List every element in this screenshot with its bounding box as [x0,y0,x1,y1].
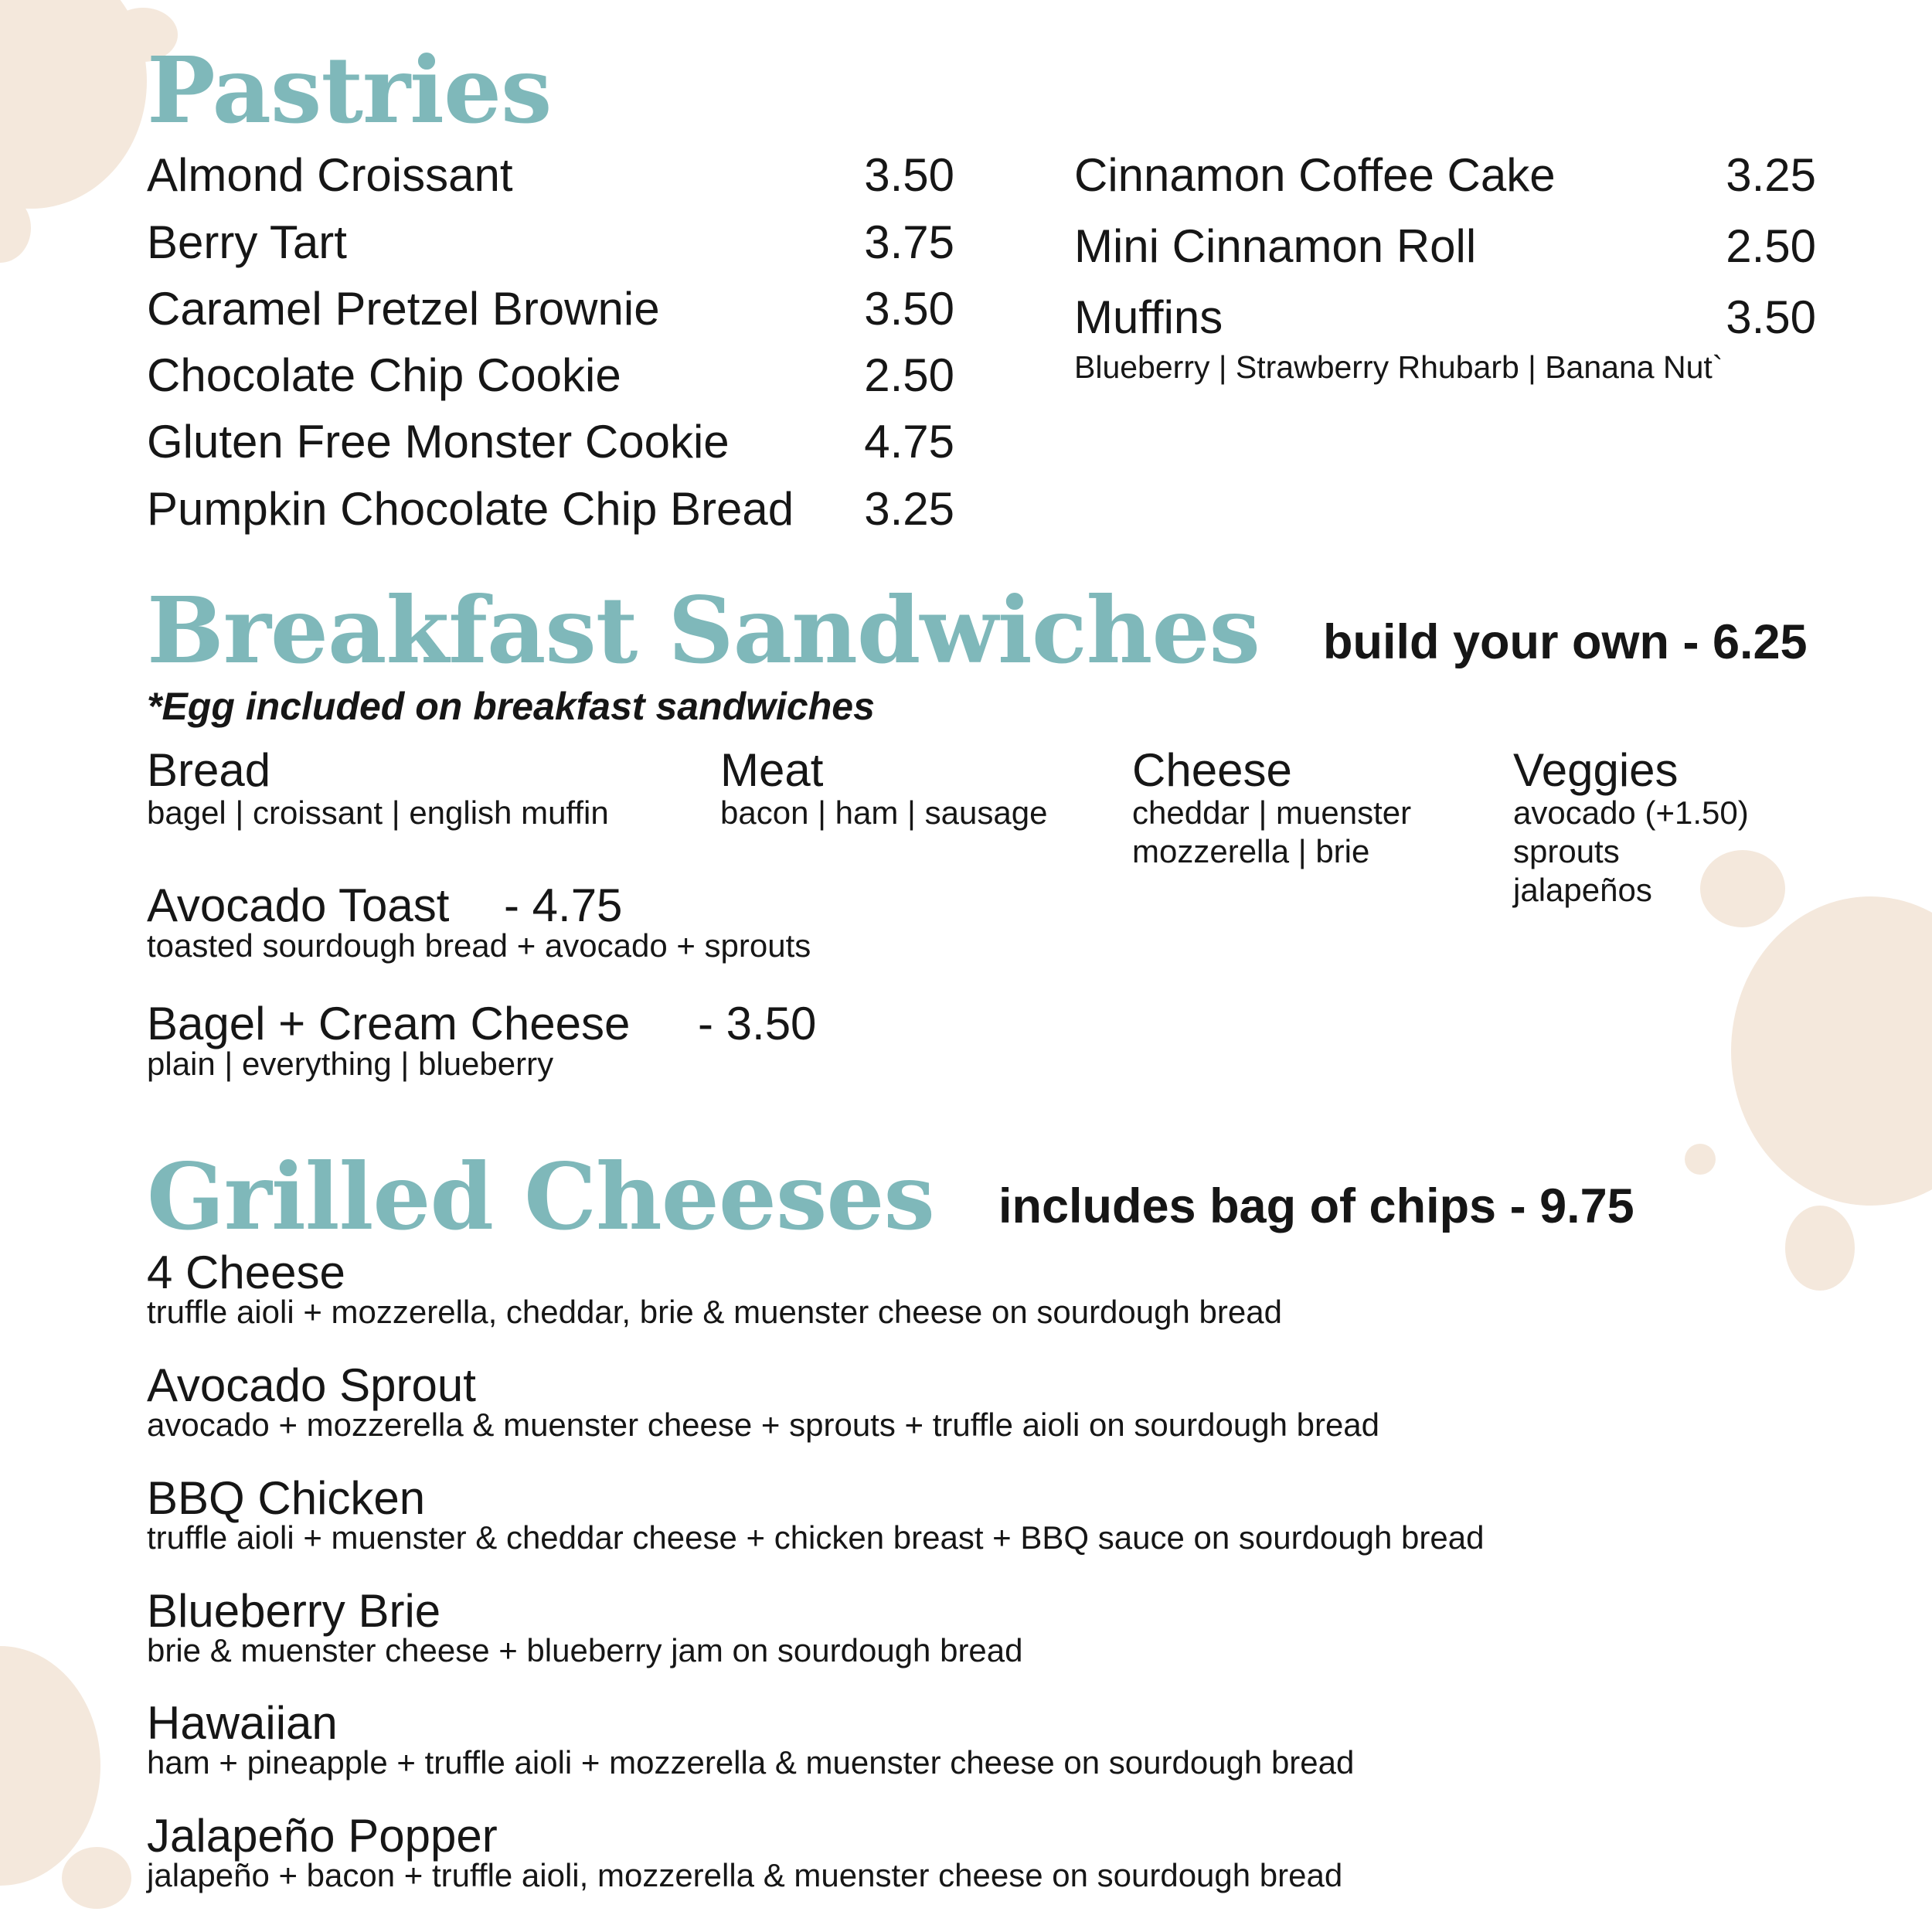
menu-item-description: brie & muenster cheese + blueberry jam on sourdough bread [147,1632,1023,1668]
pastry-item-price: 3.50 [864,283,954,335]
menu-item-description: jalapeño + bacon + truffle aioli, mozzerella & muenster cheese on sourdough bread [147,1857,1343,1893]
option-choices: sprouts [1513,833,1620,869]
breakfast-heading: Breakfast Sandwiches [147,577,1260,684]
option-choices: mozzerella | brie [1132,833,1370,869]
menu-item-description: plain | everything | blueberry [147,1046,554,1082]
egg-note: *Egg included on breakfast sandwiches [147,685,875,728]
pastry-item-name: Caramel Pretzel Brownie [147,283,660,335]
build-your-own-price: build your own - 6.25 [1323,615,1808,669]
pastry-item-price: 3.75 [864,216,954,268]
pastry-item-name: Almond Croissant [147,149,513,201]
menu-item-name: Avocado Toast [147,879,450,931]
option-choices: cheddar | muenster [1132,794,1412,831]
menu-item-name: Hawaiian [147,1697,338,1749]
muffin-flavors: Blueberry | Strawberry Rhubarb | Banana Nut` [1074,349,1723,385]
menu-item-name: Blueberry Brie [147,1585,441,1637]
pastry-item-name: Cinnamon Coffee Cake [1074,149,1556,201]
pastries-heading: Pastries [147,36,552,144]
pastry-item-name: Pumpkin Chocolate Chip Bread [147,483,794,535]
pastry-item-name: Gluten Free Monster Cookie [147,416,730,468]
menu-item-price: - 4.75 [504,879,623,931]
grilled-cheese-heading: Grilled Cheeses [147,1143,934,1250]
menu-item-description: toasted sourdough bread + avocado + sprouts [147,927,811,964]
pastry-item-price: 3.50 [1726,291,1816,343]
pastry-item-price: 4.75 [864,416,954,468]
option-choices: bacon | ham | sausage [720,794,1048,831]
option-choices: bagel | croissant | english muffin [147,794,609,831]
option-choices: avocado (+1.50) [1513,794,1749,831]
pastry-item-price: 2.50 [864,349,954,401]
menu-item-name: Jalapeño Popper [147,1810,498,1862]
menu-item-description: avocado + mozzerella & muenster cheese + sprouts + truffle aioli on sourdough bread [147,1406,1380,1443]
pastry-item-price: 3.25 [1726,149,1816,201]
pastry-item-name: Muffins [1074,291,1223,343]
option-label: Cheese [1132,744,1292,796]
menu-item-description: truffle aioli + mozzerella, cheddar, brie & muenster cheese on sourdough bread [147,1294,1282,1330]
pastry-item-name: Chocolate Chip Cookie [147,349,621,401]
menu-item-name: 4 Cheese [147,1247,345,1298]
pastry-item-name: Berry Tart [147,216,347,268]
menu-item-price: - 3.50 [698,998,817,1049]
menu-item-description: truffle aioli + muenster & cheddar cheese + chicken breast + BBQ sauce on sourdough bread [147,1519,1485,1556]
pastry-item-price: 2.50 [1726,220,1816,272]
grilled-cheese-price: includes bag of chips - 9.75 [998,1179,1634,1233]
menu-item-name: BBQ Chicken [147,1472,426,1524]
menu-item-description: ham + pineapple + truffle aioli + mozzerella & muenster cheese on sourdough bread [147,1744,1355,1781]
pastry-item-price: 3.25 [864,483,954,535]
menu-item-name: Bagel + Cream Cheese [147,998,631,1049]
pastry-item-name: Mini Cinnamon Roll [1074,220,1477,272]
option-label: Meat [720,744,824,796]
option-label: Veggies [1513,744,1679,796]
menu-item-name: Avocado Sprout [147,1359,476,1411]
option-choices: jalapeños [1513,872,1652,908]
option-label: Bread [147,744,271,796]
pastry-item-price: 3.50 [864,149,954,201]
